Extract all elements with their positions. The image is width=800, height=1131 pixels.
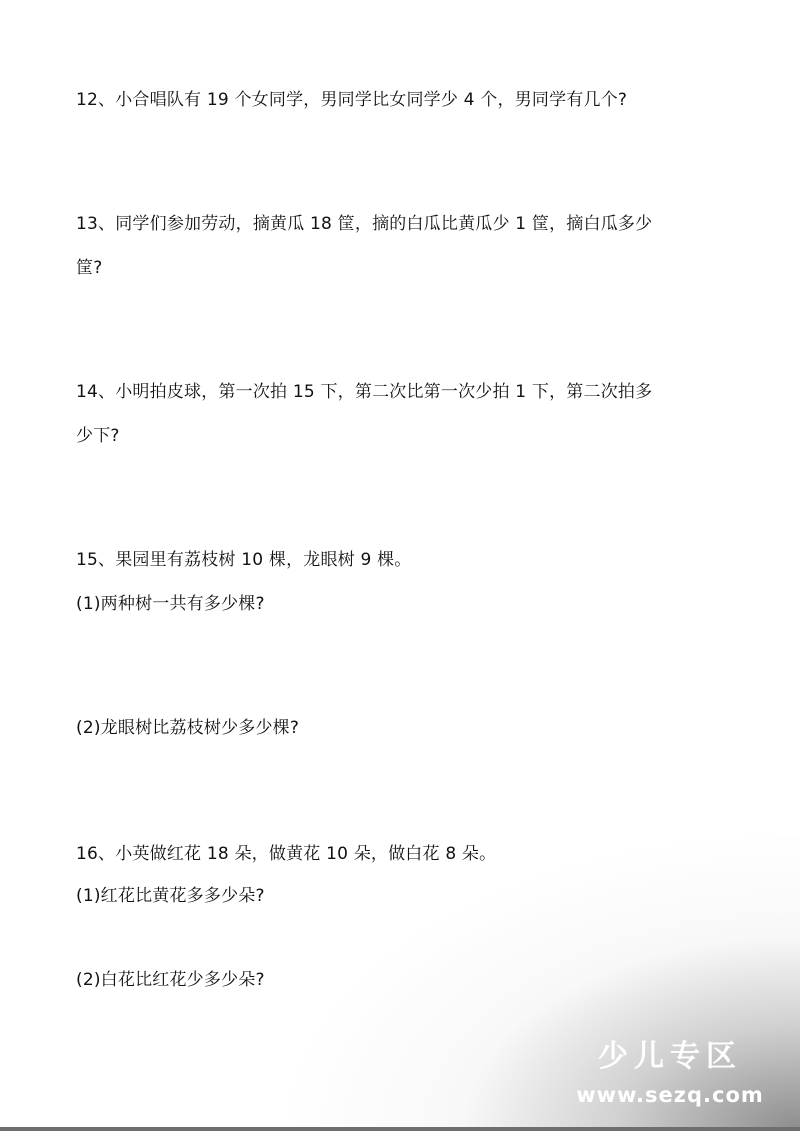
problem-15-part-2: (2)龙眼树比荔枝树少多少棵?: [76, 718, 300, 738]
problem-16-part-1: (1)红花比黄花多多少朵?: [76, 886, 265, 906]
problem-13-line-2: 筐?: [76, 258, 103, 278]
problem-16-part-2: (2)白花比红花少多少朵?: [76, 970, 265, 990]
watermark-url: www.sezq.com: [576, 1083, 764, 1107]
problem-15-stem: 15、果园里有荔枝树 10 棵，龙眼树 9 棵。: [76, 550, 412, 570]
site-watermark: [570, 1039, 770, 1107]
watermark-name: 少儿专区: [598, 1039, 742, 1074]
problem-14-line-2: 少下?: [76, 426, 120, 446]
problem-16-stem: 16、小英做红花 18 朵，做黄花 10 朵，做白花 8 朵。: [76, 844, 497, 864]
problem-15-part-1: (1)两种树一共有多少棵?: [76, 594, 265, 614]
problem-13-line-1: 13、同学们参加劳动，摘黄瓜 18 筐，摘的白瓜比黄瓜少 1 筐，摘白瓜多少: [76, 214, 653, 234]
problem-12: 12、小合唱队有 19 个女同学，男同学比女同学少 4 个，男同学有几个?: [76, 90, 628, 110]
page-bottom-border: [0, 1127, 800, 1131]
problem-14-line-1: 14、小明拍皮球，第一次拍 15 下，第二次比第一次少拍 1 下，第二次拍多: [76, 382, 653, 402]
